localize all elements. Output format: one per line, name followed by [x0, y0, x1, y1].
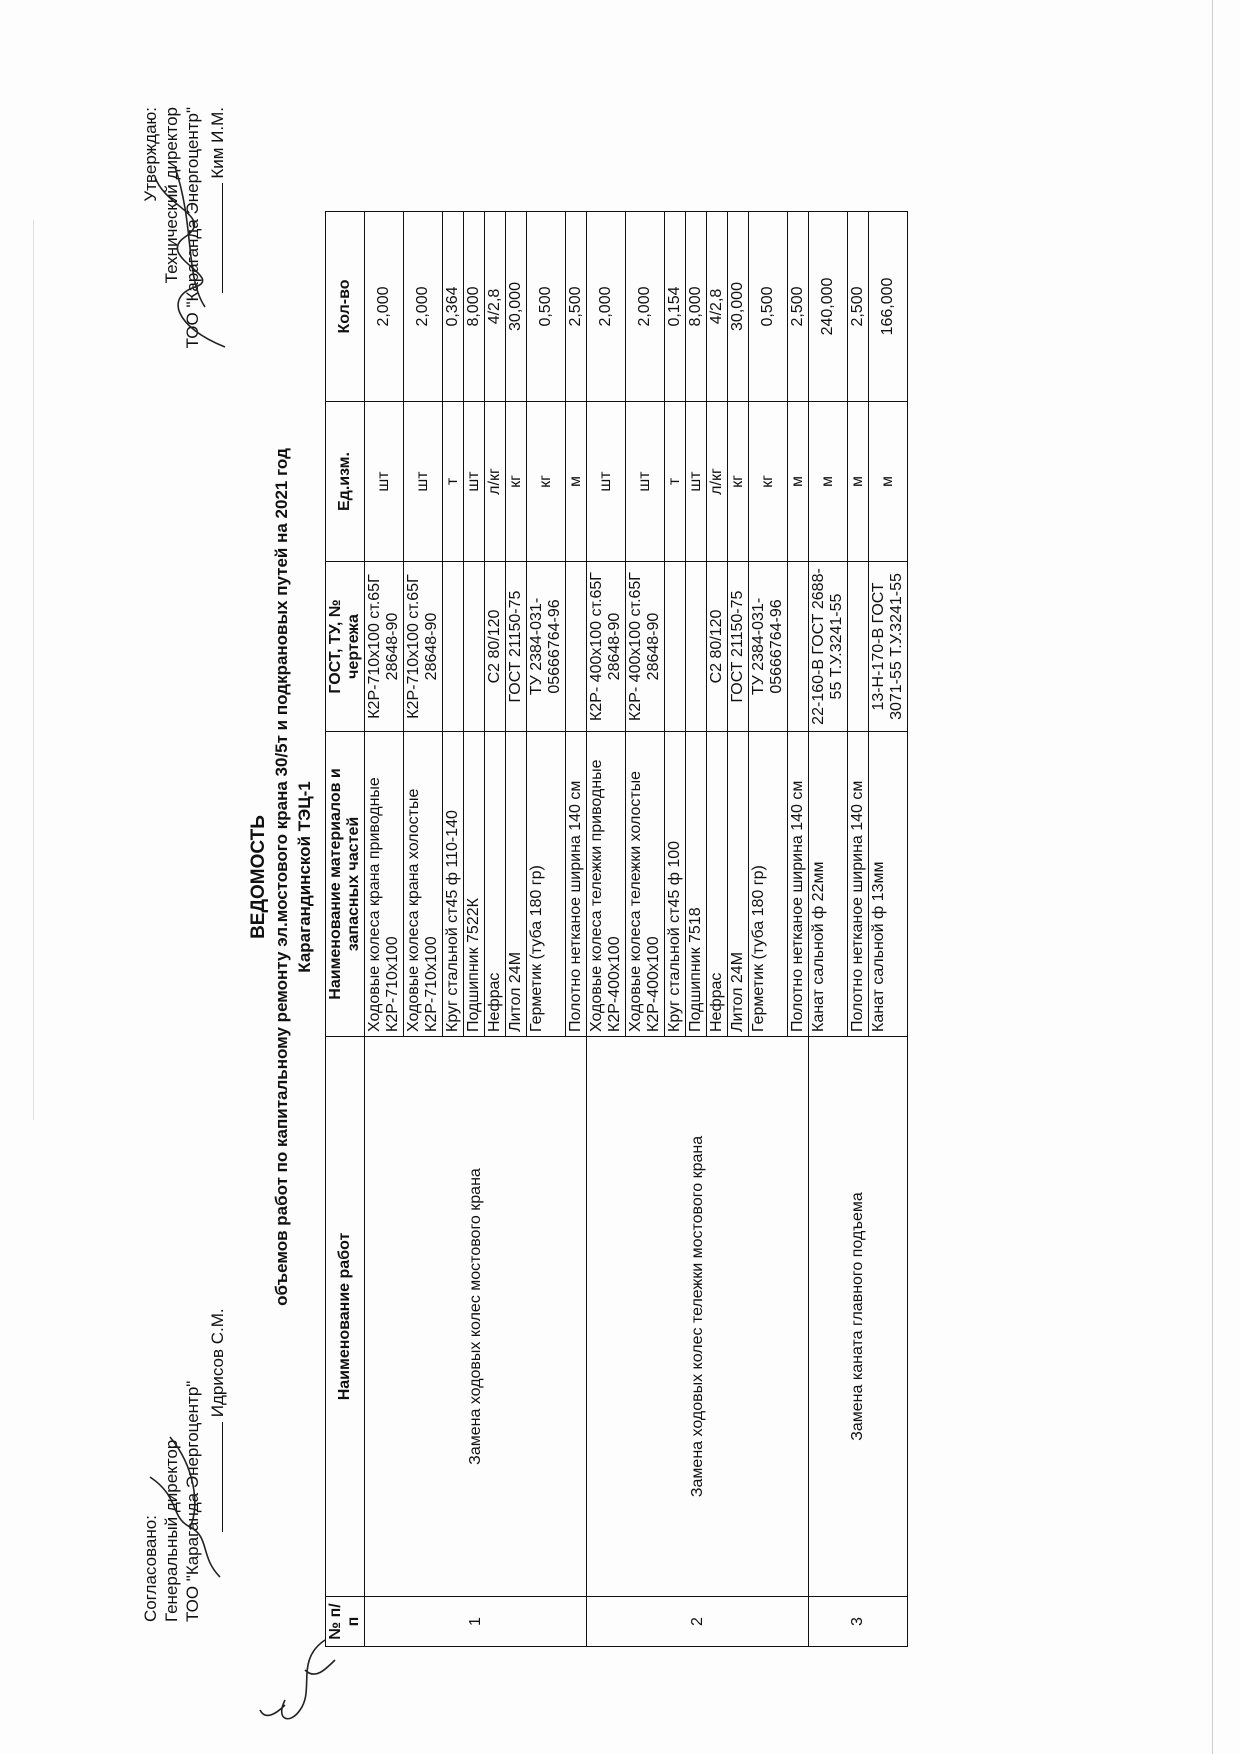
header-material: Наименование материалов и запасных частей [326, 732, 365, 1037]
row-number: 2 [587, 1597, 809, 1647]
approval-right-position: Технический директор [162, 107, 181, 284]
approval-left-org: ТОО "Караганда Энергоцентр" [183, 1380, 202, 1622]
quantity: 30,000 [728, 212, 749, 402]
quantity: 0,500 [749, 212, 788, 402]
unit: шт [365, 402, 404, 562]
work-name: Замена каната главного подъема [809, 1037, 908, 1597]
gost-spec: ГОСТ 21150-75 [506, 562, 527, 732]
approval-left-label: Согласовано: [141, 1515, 160, 1622]
header-gost: ГОСТ, ТУ, № чертежа [326, 562, 365, 732]
gost-spec: ТУ 2384-031-05666764-96 [749, 562, 788, 732]
table-row [587, 212, 626, 1647]
approval-left-name: Идрисов С.М. [208, 1308, 227, 1418]
unit: л/кг [485, 402, 506, 562]
unit: м [788, 402, 809, 562]
unit: шт [587, 402, 626, 562]
signature-right [135, 147, 235, 367]
unit: т [443, 402, 464, 562]
approval-right-name: Ким И.М. [208, 107, 227, 179]
gost-spec: С2 80/120 [485, 562, 506, 732]
unit: кг [728, 402, 749, 562]
quantity: 2,000 [404, 212, 443, 402]
material-name: Круг стальной ст45 ф 100 [665, 732, 686, 1037]
quantity: 8,000 [686, 212, 707, 402]
table-body [365, 212, 908, 1647]
header-work: Наименование работ [326, 1037, 365, 1597]
header-unit: Ед.изм. [326, 402, 365, 562]
quantity: 4/2,8 [707, 212, 728, 402]
work-name: Замена ходовых колес мостового крана [365, 1037, 587, 1597]
quantity: 0,154 [665, 212, 686, 402]
material-name: Полотно нетканое ширина 140 см [788, 732, 809, 1037]
quantity: 2,500 [788, 212, 809, 402]
gost-spec [686, 562, 707, 732]
gost-spec: К2Р- 400х100 ст.65Г 28648-90 [587, 562, 626, 732]
quantity: 4/2,8 [485, 212, 506, 402]
approval-right-label: Утверждаю: [141, 107, 160, 202]
unit: кг [527, 402, 566, 562]
signature-left [140, 1387, 230, 1587]
quantity: 0,500 [527, 212, 566, 402]
unit: кг [506, 402, 527, 562]
gost-spec: С2 80/120 [707, 562, 728, 732]
table-header-row [326, 212, 365, 1647]
unit: кг [749, 402, 788, 562]
material-name: Круг стальной ст45 ф 110-140 [443, 732, 464, 1037]
approval-left-position: Генеральный директор [162, 1439, 181, 1622]
quantity: 2,000 [626, 212, 665, 402]
quantity: 2,000 [365, 212, 404, 402]
unit: шт [404, 402, 443, 562]
quantity: 30,000 [506, 212, 527, 402]
material-name: Полотно нетканое ширина 140 см [848, 732, 869, 1037]
approval-right-org: ТОО "Караганда Энергоцентр" [183, 107, 202, 349]
material-name: Полотно нетканое ширина 140 см [566, 732, 587, 1037]
document-organization: Карагандинской ТЭЦ-1 [295, 781, 314, 973]
material-name: Канат сальной ф 13мм [869, 732, 908, 1037]
header-num: № п/п [326, 1597, 365, 1647]
works-table [325, 211, 908, 1647]
material-name: Нефрас [707, 732, 728, 1037]
gost-spec: К2Р-710х100 ст.65Г 28648-90 [404, 562, 443, 732]
material-name: Подшипник 7522К [464, 732, 485, 1037]
unit: шт [464, 402, 485, 562]
table-row [809, 212, 848, 1647]
material-name: Герметик (туба 180 гр) [527, 732, 566, 1037]
unit: т [665, 402, 686, 562]
handwritten-initials [255, 1630, 345, 1740]
gost-spec: 13-Н-170-В ГОСТ 3071-55 Т.У.3241-55 [869, 562, 908, 732]
quantity: 166,000 [869, 212, 908, 402]
material-name: Литол 24М [506, 732, 527, 1037]
material-name: Ходовые колеса тележки холостые К2Р-400х100 [626, 732, 665, 1037]
material-name: Подшипник 7518 [686, 732, 707, 1037]
gost-spec [443, 562, 464, 732]
gost-spec [788, 562, 809, 732]
material-name: Ходовые колеса тележки приводные К2Р-400х100 [587, 732, 626, 1037]
gost-spec: ТУ 2384-031-05666764-96 [527, 562, 566, 732]
quantity: 240,000 [809, 212, 848, 402]
quantity: 2,500 [848, 212, 869, 402]
unit: шт [626, 402, 665, 562]
gost-spec [665, 562, 686, 732]
unit: м [848, 402, 869, 562]
quantity: 8,000 [464, 212, 485, 402]
material-name: Ходовые колеса крана холостые К2Р-710х100 [404, 732, 443, 1037]
quantity: 2,500 [566, 212, 587, 402]
unit: шт [686, 402, 707, 562]
unit: л/кг [707, 402, 728, 562]
quantity: 2,000 [587, 212, 626, 402]
table-row [365, 212, 404, 1647]
material-name: Ходовые колеса крана приводные К2Р-710х100 [365, 732, 404, 1037]
scan-edge-line [1212, 0, 1213, 1754]
unit: м [566, 402, 587, 562]
unit: м [869, 402, 908, 562]
unit: м [809, 402, 848, 562]
rotated-sheet [120, 77, 1120, 1677]
material-name: Канат сальной ф 22мм [809, 732, 848, 1037]
gost-spec [566, 562, 587, 732]
header-qty: Кол-во [326, 212, 365, 402]
work-name: Замена ходовых колес тележки мостового крана [587, 1037, 809, 1597]
material-name: Литол 24М [728, 732, 749, 1037]
gost-spec: К2Р- 400х100 ст.65Г 28648-90 [626, 562, 665, 732]
scan-edge-line-left [33, 220, 34, 1120]
quantity: 0,364 [443, 212, 464, 402]
gost-spec: К2Р-710х100 ст.65Г 28648-90 [365, 562, 404, 732]
document-subtitle: объемов работ по капитальному ремонту эл.мостового крана 30/5т и подкрановых путей на 2021 год [272, 448, 291, 1306]
material-name: Нефрас [485, 732, 506, 1037]
row-number: 3 [809, 1597, 908, 1647]
gost-spec [848, 562, 869, 732]
gost-spec: ГОСТ 21150-75 [728, 562, 749, 732]
document-title: ВЕДОМОСТЬ [248, 815, 269, 939]
gost-spec: 22-160-В ГОСТ 2688-55 Т.У.3241-55 [809, 562, 848, 732]
row-number: 1 [365, 1597, 587, 1647]
gost-spec [464, 562, 485, 732]
material-name: Герметик (туба 180 гр) [749, 732, 788, 1037]
